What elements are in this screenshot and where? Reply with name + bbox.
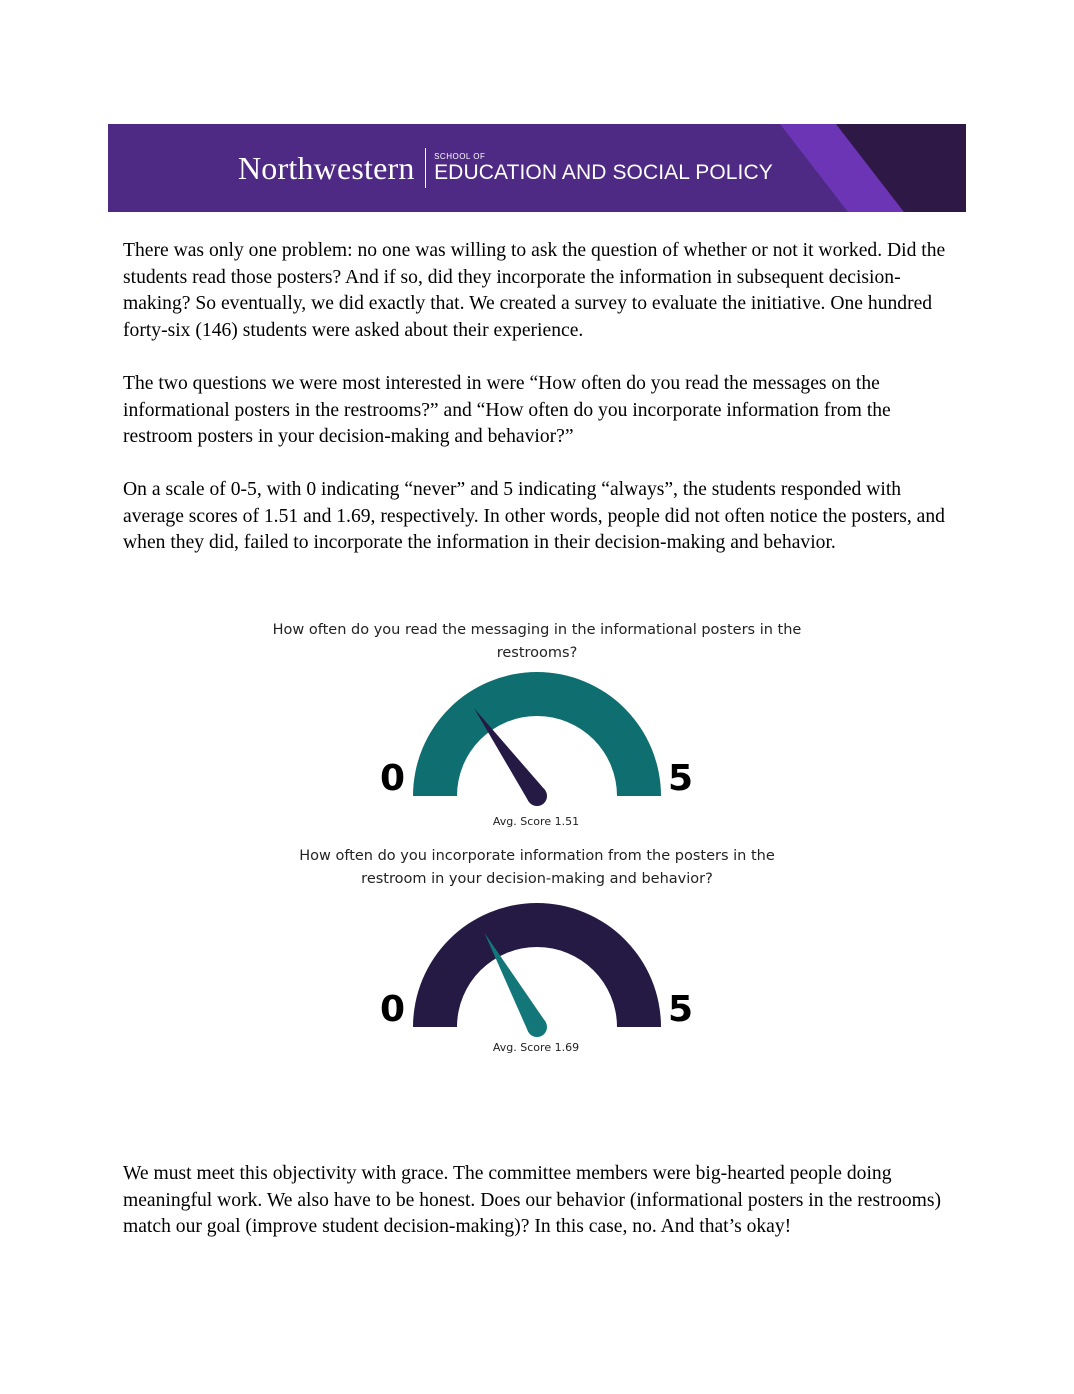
school-name: EDUCATION AND SOCIAL POLICY bbox=[434, 160, 773, 184]
paragraph-problem: There was only one problem: no one was willing to ask the question of whether or not it worked. Did the students read those posters? And if so, did they incorporate the information in subsequent decision-making? So eventually, we did exactly that. We created a survey to evaluate the initiative. One hundred forty-six (146) students were asked about their experience. bbox=[123, 240, 946, 341]
paragraph-closing: We must meet this objectivity with grace. The committee members were big-hearted people doing meaningful work. We also have to be honest. Does our behavior (informational posters in the restrooms) match our goal (improve student decision-making)? In this case, no. And that’s okay! bbox=[123, 1163, 942, 1237]
gauge-1-chart bbox=[370, 668, 704, 808]
gauge-2-title: How often do you incorporate information from the posters in the restroom in your decision-making and behavior? bbox=[299, 848, 775, 887]
school-name-block bbox=[434, 152, 773, 185]
gauge-1-needle-hub bbox=[527, 786, 547, 806]
school-of-label: SCHOOL OF bbox=[434, 151, 486, 161]
gauge-2-needle-hub bbox=[527, 1017, 547, 1037]
header-banner bbox=[108, 124, 966, 212]
gauge-2-arc bbox=[413, 903, 661, 1027]
gauge-2-caption: Avg. Score 1.69 bbox=[492, 1041, 580, 1054]
logo-divider bbox=[425, 148, 427, 188]
gauge-1-title: How often do you read the messaging in the informational posters in the restrooms? bbox=[272, 622, 802, 661]
gauge-1-caption: Avg. Score 1.51 bbox=[492, 815, 580, 828]
gauge-2-chart bbox=[370, 899, 704, 1039]
gauge-1-max-label: 5 bbox=[668, 758, 694, 799]
paragraph-results: On a scale of 0-5, with 0 indicating “never” and 5 indicating “always”, the students responded with average scores of 1.51 and 1.69, respectively. In other words, people did not often notice the posters, and when they did, failed to incorporate the information in their decision-making and behavior. bbox=[123, 479, 945, 553]
brand-name: Northwestern bbox=[238, 149, 415, 186]
gauge-2-min-label: 0 bbox=[380, 989, 406, 1030]
paragraph-questions: The two questions we were most interested in were “How often do you read the messages on the informational posters in the restrooms?” and “How often do you incorporate information from the restroom posters in your decision-making and behavior?” bbox=[123, 373, 891, 447]
school-logo bbox=[238, 144, 773, 192]
gauge-1-arc bbox=[413, 672, 661, 796]
gauge-2-max-label: 5 bbox=[668, 989, 694, 1030]
gauge-1-min-label: 0 bbox=[380, 758, 406, 799]
